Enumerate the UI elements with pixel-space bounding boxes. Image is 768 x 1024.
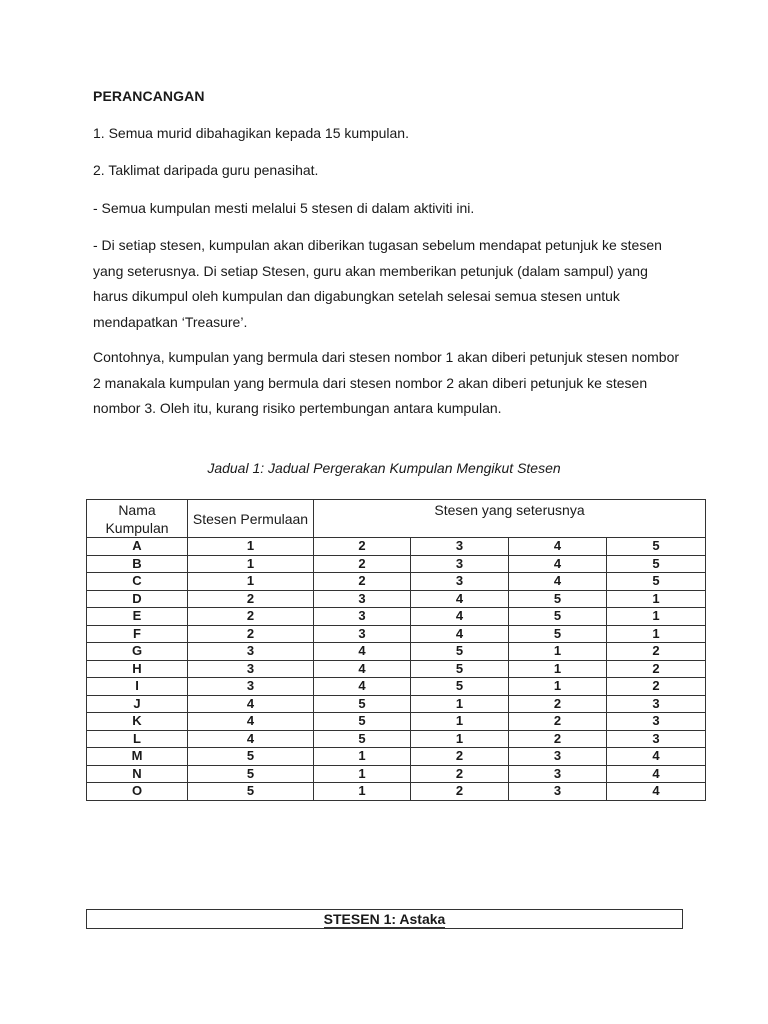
cell-group: G bbox=[87, 643, 188, 661]
cell-next-4: 5 bbox=[607, 555, 706, 573]
cell-next-4: 3 bbox=[607, 730, 706, 748]
cell-next-2: 4 bbox=[411, 625, 509, 643]
cell-next-4: 4 bbox=[607, 783, 706, 801]
cell-next-1: 3 bbox=[314, 590, 411, 608]
cell-next-2: 3 bbox=[411, 573, 509, 591]
cell-start-station: 4 bbox=[188, 695, 314, 713]
cell-next-3: 2 bbox=[509, 713, 607, 731]
cell-next-3: 5 bbox=[509, 608, 607, 626]
cell-next-2: 1 bbox=[411, 695, 509, 713]
table-row bbox=[87, 660, 706, 678]
table-row bbox=[87, 538, 706, 556]
cell-next-1: 1 bbox=[314, 748, 411, 766]
cell-next-1: 3 bbox=[314, 608, 411, 626]
table-row bbox=[87, 643, 706, 661]
cell-next-1: 4 bbox=[314, 660, 411, 678]
cell-next-1: 4 bbox=[314, 643, 411, 661]
cell-next-3: 5 bbox=[509, 590, 607, 608]
table-row bbox=[87, 590, 706, 608]
cell-next-3: 2 bbox=[509, 695, 607, 713]
paragraph-1: 1. Semua murid dibahagikan kepada 15 kumpulan. bbox=[93, 125, 409, 141]
header-start-station: Stesen Permulaan bbox=[188, 500, 314, 538]
cell-next-1: 2 bbox=[314, 573, 411, 591]
station-title: STESEN 1: Astaka bbox=[323, 911, 446, 927]
table-row bbox=[87, 608, 706, 626]
cell-next-3: 3 bbox=[509, 748, 607, 766]
table-header-row bbox=[87, 500, 706, 538]
cell-next-3: 4 bbox=[509, 573, 607, 591]
cell-next-1: 2 bbox=[314, 538, 411, 556]
cell-start-station: 5 bbox=[188, 765, 314, 783]
cell-group: J bbox=[87, 695, 188, 713]
cell-next-4: 2 bbox=[607, 678, 706, 696]
cell-next-2: 2 bbox=[411, 748, 509, 766]
cell-group: H bbox=[87, 660, 188, 678]
paragraph-3: - Semua kumpulan mesti melalui 5 stesen di dalam aktiviti ini. bbox=[93, 200, 475, 216]
cell-next-3: 1 bbox=[509, 643, 607, 661]
cell-group: F bbox=[87, 625, 188, 643]
cell-start-station: 2 bbox=[188, 625, 314, 643]
paragraph-4: - Di setiap stesen, kumpulan akan diberikan tugasan sebelum mendapat petunjuk ke stesen yang seterusnya. Di setiap Stesen, guru akan memberikan petunjuk (dalam sampul) yang harus dikumpul oleh kumpulan dan digabungkan setelah selesai semua stesen untuk mendapatkan ‘Treasure’. bbox=[93, 237, 662, 330]
cell-group: O bbox=[87, 783, 188, 801]
cell-next-4: 5 bbox=[607, 538, 706, 556]
cell-start-station: 4 bbox=[188, 713, 314, 731]
cell-group: C bbox=[87, 573, 188, 591]
cell-next-4: 4 bbox=[607, 765, 706, 783]
cell-next-1: 5 bbox=[314, 730, 411, 748]
movement-table bbox=[86, 499, 706, 801]
table-row bbox=[87, 765, 706, 783]
cell-next-3: 4 bbox=[509, 538, 607, 556]
cell-next-4: 1 bbox=[607, 608, 706, 626]
cell-next-1: 1 bbox=[314, 783, 411, 801]
cell-next-2: 1 bbox=[411, 730, 509, 748]
cell-start-station: 1 bbox=[188, 538, 314, 556]
cell-next-2: 2 bbox=[411, 783, 509, 801]
cell-start-station: 3 bbox=[188, 660, 314, 678]
cell-next-4: 3 bbox=[607, 695, 706, 713]
cell-start-station: 5 bbox=[188, 748, 314, 766]
cell-start-station: 3 bbox=[188, 643, 314, 661]
cell-next-4: 3 bbox=[607, 713, 706, 731]
table-row bbox=[87, 555, 706, 573]
table-row bbox=[87, 678, 706, 696]
table-row bbox=[87, 713, 706, 731]
cell-start-station: 2 bbox=[188, 590, 314, 608]
cell-start-station: 1 bbox=[188, 555, 314, 573]
header-next-stations: Stesen yang seterusnya bbox=[314, 500, 706, 538]
table-row bbox=[87, 695, 706, 713]
cell-next-1: 5 bbox=[314, 695, 411, 713]
cell-next-4: 4 bbox=[607, 748, 706, 766]
cell-next-3: 4 bbox=[509, 555, 607, 573]
cell-start-station: 4 bbox=[188, 730, 314, 748]
cell-next-2: 5 bbox=[411, 643, 509, 661]
cell-start-station: 2 bbox=[188, 608, 314, 626]
cell-next-2: 4 bbox=[411, 590, 509, 608]
cell-group: D bbox=[87, 590, 188, 608]
cell-next-4: 5 bbox=[607, 573, 706, 591]
cell-next-1: 5 bbox=[314, 713, 411, 731]
cell-next-2: 5 bbox=[411, 660, 509, 678]
cell-start-station: 1 bbox=[188, 573, 314, 591]
cell-next-2: 5 bbox=[411, 678, 509, 696]
cell-next-3: 2 bbox=[509, 730, 607, 748]
cell-group: E bbox=[87, 608, 188, 626]
table-row bbox=[87, 730, 706, 748]
cell-next-3: 1 bbox=[509, 678, 607, 696]
cell-next-1: 1 bbox=[314, 765, 411, 783]
cell-group: A bbox=[87, 538, 188, 556]
cell-next-2: 3 bbox=[411, 555, 509, 573]
table-body bbox=[87, 538, 706, 801]
paragraph-2: 2. Taklimat daripada guru penasihat. bbox=[93, 162, 319, 178]
cell-next-3: 1 bbox=[509, 660, 607, 678]
station-title-box bbox=[86, 909, 683, 929]
cell-next-4: 2 bbox=[607, 643, 706, 661]
header-group-name: Nama Kumpulan bbox=[87, 500, 188, 538]
cell-next-4: 2 bbox=[607, 660, 706, 678]
cell-next-2: 2 bbox=[411, 765, 509, 783]
cell-next-4: 1 bbox=[607, 625, 706, 643]
cell-next-4: 1 bbox=[607, 590, 706, 608]
table-row bbox=[87, 748, 706, 766]
paragraph-5: Contohnya, kumpulan yang bermula dari stesen nombor 1 akan diberi petunjuk stesen nombor 2 manakala kumpulan yang bermula dari stesen nombor 2 akan diberi petunjuk ke stesen nombor 3. Oleh itu, kurang risiko pertembungan antara kumpulan. bbox=[93, 349, 680, 416]
cell-next-2: 1 bbox=[411, 713, 509, 731]
cell-group: I bbox=[87, 678, 188, 696]
cell-group: N bbox=[87, 765, 188, 783]
cell-group: M bbox=[87, 748, 188, 766]
cell-start-station: 3 bbox=[188, 678, 314, 696]
cell-group: B bbox=[87, 555, 188, 573]
cell-next-1: 4 bbox=[314, 678, 411, 696]
cell-next-3: 3 bbox=[509, 783, 607, 801]
cell-next-2: 4 bbox=[411, 608, 509, 626]
cell-group: L bbox=[87, 730, 188, 748]
cell-next-1: 2 bbox=[314, 555, 411, 573]
cell-next-1: 3 bbox=[314, 625, 411, 643]
section-heading: PERANCANGAN bbox=[93, 88, 205, 104]
cell-start-station: 5 bbox=[188, 783, 314, 801]
table-row bbox=[87, 573, 706, 591]
cell-next-3: 3 bbox=[509, 765, 607, 783]
cell-next-3: 5 bbox=[509, 625, 607, 643]
table-caption: Jadual 1: Jadual Pergerakan Kumpulan Mengikut Stesen bbox=[207, 460, 561, 476]
cell-group: K bbox=[87, 713, 188, 731]
cell-next-2: 3 bbox=[411, 538, 509, 556]
table-row bbox=[87, 783, 706, 801]
table-row bbox=[87, 625, 706, 643]
